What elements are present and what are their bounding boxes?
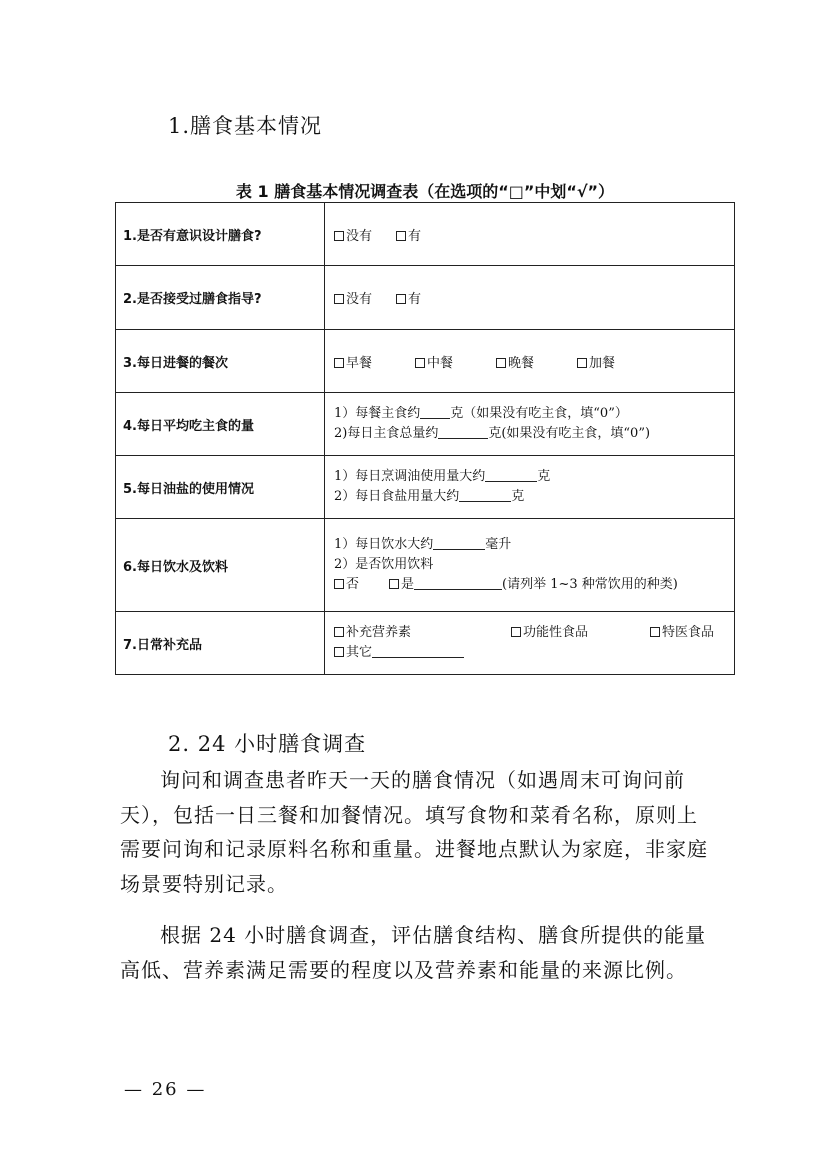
diet-survey-table [115,202,735,675]
answer-cell [325,266,735,330]
option-dinner: 晚餐 [496,352,577,371]
answer-cell [325,519,735,612]
table-row [116,456,735,519]
option-no: 没有 [334,225,396,244]
question-cell: 7.日常补充品 [116,612,325,675]
question-cell: 5.每日油盐的使用情况 [116,456,325,519]
checkbox[interactable] [396,231,406,241]
option-no: 没有 [334,288,396,307]
checkbox[interactable] [334,627,344,637]
option-lunch: 中餐 [415,352,496,371]
section-heading-1: 1.膳食基本情况 [168,114,323,138]
answer-line: 2)每日主食总量约 克(如果没有吃主食，填“0”) [334,426,651,441]
table-row [116,266,735,330]
checkbox[interactable] [334,579,344,589]
question-cell: 4.每日平均吃主食的量 [116,393,325,456]
question-cell: 2.是否接受过膳食指导? [116,266,325,330]
checkbox[interactable] [415,358,425,368]
answer-line: 2）是否饮用饮料 [334,557,434,572]
table-row [116,393,735,456]
paragraph [120,918,710,987]
checkbox[interactable] [496,358,506,368]
answer-cell [325,612,735,675]
table-caption: 表 1 膳食基本情况调查表（在选项的“□”中划“√”） [235,182,615,201]
paragraph-text: 询问和调查患者昨天一天的膳食情况（如遇周末可询问前天），包括一日三餐和加餐情况。填写食物和菜肴名称，原则上需要问询和记录原料名称和重量。进餐地点默认为家庭，非家庭场景要特别记录。 [120,768,708,896]
checkbox[interactable] [334,294,344,304]
fill-blank[interactable] [414,575,502,590]
question-cell: 6.每日饮水及饮料 [116,519,325,612]
checkbox[interactable] [334,231,344,241]
option-functional-food: 功能性食品 [511,623,650,643]
question-cell: 1.是否有意识设计膳食? [116,203,325,266]
option-nutrient: 补充营养素 [334,623,511,643]
answer-cell [325,330,735,393]
checkbox[interactable] [396,294,406,304]
option-yes: 有 [396,225,421,244]
answer-cell [325,393,735,456]
fill-blank[interactable] [372,643,464,658]
fill-blank[interactable] [485,467,537,482]
answer-cell [325,456,735,519]
option-no: 否 [334,575,389,595]
paragraph [120,763,710,901]
checkbox[interactable] [650,627,660,637]
answer-line: 1）每日烹调油使用量大约 克 [334,469,551,484]
fill-blank[interactable] [438,424,488,439]
option-medical-food: 特医食品 [650,623,714,643]
checkbox[interactable] [334,647,344,657]
checkbox[interactable] [334,358,344,368]
option-snack: 加餐 [577,352,615,371]
option-breakfast: 早餐 [334,352,415,371]
section-heading-2: 2. 24 小时膳食调查 [168,732,367,756]
checkbox[interactable] [511,627,521,637]
answer-cell [325,203,735,266]
fill-blank[interactable] [420,404,450,419]
table-row [116,612,735,675]
table-row [116,203,735,266]
fill-blank[interactable] [459,487,511,502]
answer-line: 1）每餐主食约 克（如果没有吃主食，填“0”） [334,406,628,421]
answer-line: 否 是 (请列举 1~3 种常饮用的种类) [334,575,730,595]
fill-blank[interactable] [433,535,485,550]
answer-line [334,623,730,643]
checkbox[interactable] [389,579,399,589]
table-row [116,330,735,393]
answer-line: 其它 [334,643,730,663]
option-yes: 有 [396,288,421,307]
option-yes-label: 是 [401,577,415,592]
question-cell: 3.每日进餐的餐次 [116,330,325,393]
answer-line: 2）每日食盐用量大约 克 [334,489,525,504]
paragraph-text: 根据 24 小时膳食调查，评估膳食结构、膳食所提供的能量高低、营养素满足需要的程度以及营养素和能量的来源比例。 [120,923,707,982]
answer-line: 1）每日饮水大约 毫升 [334,537,512,552]
checkbox[interactable] [577,358,587,368]
table-row [116,519,735,612]
page-number: — 26 — [124,1079,207,1100]
